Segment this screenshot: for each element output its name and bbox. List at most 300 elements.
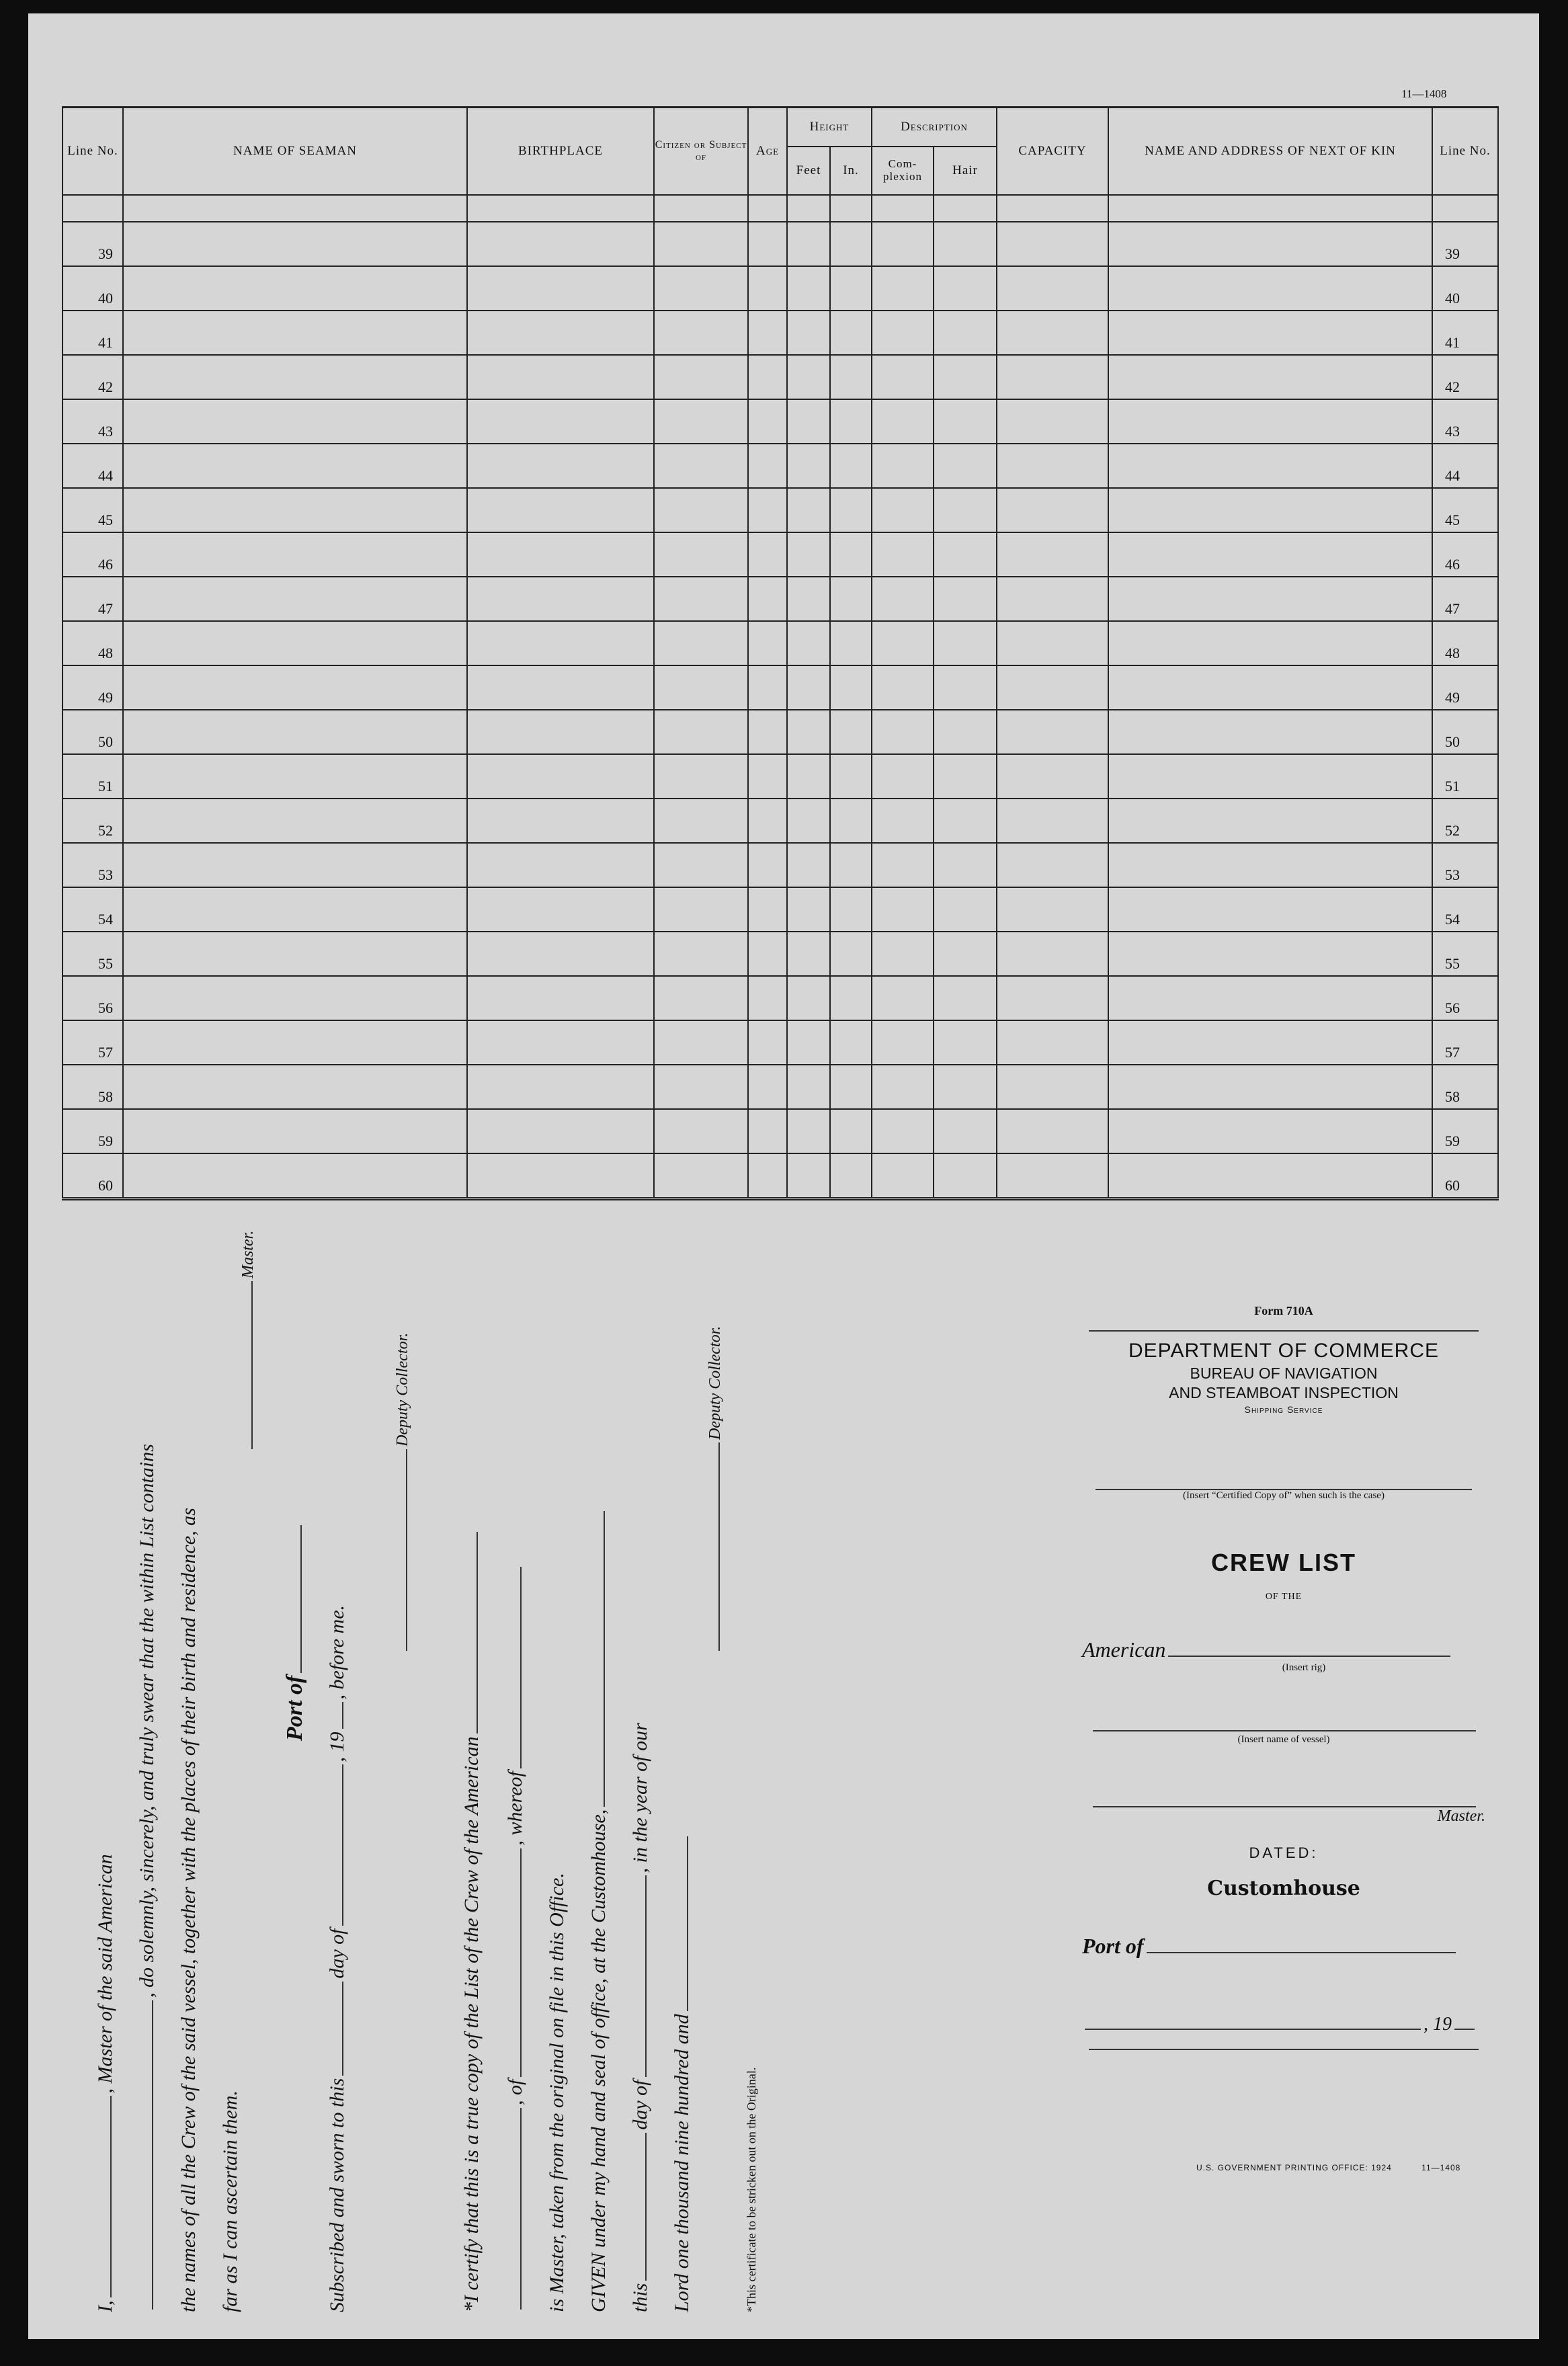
table-cell: [1108, 1153, 1432, 1199]
table-cell: [748, 444, 787, 488]
blank-line: [520, 1567, 522, 1768]
table-cell: [830, 532, 872, 577]
table-cell: [787, 311, 830, 355]
deputy-label: Deputy Collector.: [394, 1332, 411, 1446]
table-cell: [787, 799, 830, 843]
is-master-line: is Master, taken from the original on file in this Office.: [546, 1873, 568, 2312]
table-cell: [654, 488, 748, 532]
table-cell: [830, 488, 872, 532]
line-number: 43: [63, 399, 123, 444]
table-cell: [748, 710, 787, 754]
table-cell: [934, 444, 997, 488]
oath-text: this: [629, 2283, 651, 2312]
table-cell: [997, 444, 1108, 488]
certificate-footnote: *This certificate to be stricken out on the Original.: [745, 2067, 758, 2312]
table-cell: [748, 1109, 787, 1153]
oath-text: Subscribed and sworn to this: [326, 2078, 348, 2312]
table-cell: [123, 665, 467, 710]
table-cell: [1108, 222, 1432, 266]
table-cell: [997, 266, 1108, 311]
table-row: [63, 754, 1498, 799]
table-cell: [748, 1020, 787, 1065]
table-cell: [872, 488, 934, 532]
header-birthplace: BIRTHPLACE: [467, 108, 654, 196]
table-cell: [934, 355, 997, 399]
table-cell: [787, 710, 830, 754]
table-row: [63, 577, 1498, 621]
table-cell: [872, 887, 934, 932]
table-cell: [997, 665, 1108, 710]
port-of-line: [1082, 1934, 1485, 1959]
line-number: 57: [63, 1020, 123, 1065]
table-cell: [872, 355, 934, 399]
table-cell: [997, 311, 1108, 355]
table-cell: [1108, 488, 1432, 532]
line-number: 60: [63, 1153, 123, 1199]
of-whereof-line: [504, 1564, 527, 2312]
table-row: [63, 488, 1498, 532]
table-cell: [1108, 621, 1432, 665]
table-cell: [654, 444, 748, 488]
table-row: [63, 710, 1498, 754]
table-cell: [934, 1065, 997, 1109]
oath-text: , before me.: [326, 1604, 348, 1700]
vessel-name-line: [1093, 1730, 1476, 1731]
table-row: [63, 799, 1498, 843]
american-label: American: [1082, 1637, 1166, 1662]
oath-text: *I certify that this is a true copy of the List of the Crew of the American: [460, 1736, 483, 2312]
table-cell: [872, 311, 934, 355]
table-cell: [787, 1109, 830, 1153]
table-cell: [787, 532, 830, 577]
table-cell: [123, 799, 467, 843]
master-signature: [235, 1231, 258, 1452]
table-cell: [997, 887, 1108, 932]
table-cell: [1108, 976, 1432, 1020]
table-cell: [830, 577, 872, 621]
line-number: 45: [63, 488, 123, 532]
line-number-right: 59: [1432, 1109, 1498, 1153]
table-cell: [748, 665, 787, 710]
table-cell: [934, 222, 997, 266]
table-cell: [830, 754, 872, 799]
table-cell: [787, 266, 830, 311]
certify-line: [460, 1529, 483, 2312]
table-cell: [123, 577, 467, 621]
oath-text: Lord one thousand nine hundred and: [671, 2014, 693, 2312]
table-cell: [934, 754, 997, 799]
oath-text: I,: [94, 2300, 116, 2312]
line-number-right: 45: [1432, 488, 1498, 532]
master-label: Master.: [1437, 1807, 1485, 1825]
table-cell: [872, 1065, 934, 1109]
oath-text: , do solemnly, sincerely, and truly swear that the within List contains: [136, 1444, 158, 1998]
table-cell: [467, 710, 654, 754]
table-cell: [467, 266, 654, 311]
line-number-right: 47: [1432, 577, 1498, 621]
table-cell: [1108, 577, 1432, 621]
table-cell: [1108, 1020, 1432, 1065]
blank-line: [1454, 2029, 1475, 2030]
table-cell: [787, 488, 830, 532]
table-cell: [654, 887, 748, 932]
table-cell: [787, 1065, 830, 1109]
table-cell: [872, 799, 934, 843]
line-number-right: 60: [1432, 1153, 1498, 1199]
table-row: [63, 887, 1498, 932]
oath-line-2: [136, 1444, 159, 2312]
blank-line: [477, 1532, 478, 1733]
table-cell: [654, 665, 748, 710]
table-cell: [748, 399, 787, 444]
table-cell: [997, 577, 1108, 621]
line-number-right: 56: [1432, 976, 1498, 1020]
table-cell: [997, 932, 1108, 976]
table-cell: [830, 932, 872, 976]
subscribed-line: [326, 1605, 349, 2312]
blank-line: [1168, 1656, 1450, 1657]
table-cell: [997, 355, 1108, 399]
line-number: 56: [63, 976, 123, 1020]
table-cell: [934, 488, 997, 532]
table-cell: [872, 932, 934, 976]
table-cell: [123, 710, 467, 754]
table-cell: [654, 1065, 748, 1109]
oath-text: day of: [629, 2080, 651, 2130]
line-number-right: 41: [1432, 311, 1498, 355]
line-number-right: 44: [1432, 444, 1498, 488]
table-cell: [748, 976, 787, 1020]
table-cell: [830, 355, 872, 399]
oath-text: , Master of the said American: [94, 1854, 116, 2094]
table-cell: [748, 799, 787, 843]
table-cell: [934, 621, 997, 665]
table-cell: [748, 577, 787, 621]
department-title: DEPARTMENT OF COMMERCE: [1128, 1340, 1440, 1362]
table-cell: [830, 665, 872, 710]
blank-line: [645, 2133, 647, 2281]
table-cell: [787, 577, 830, 621]
line-number: 40: [63, 266, 123, 311]
blank-line: [251, 1281, 253, 1449]
line-number-right: 55: [1432, 932, 1498, 976]
table-cell: [934, 266, 997, 311]
table-cell: [123, 266, 467, 311]
table-cell: [997, 799, 1108, 843]
header-inches: In.: [830, 147, 872, 195]
line-number-right: 40: [1432, 266, 1498, 311]
table-cell: [830, 710, 872, 754]
table-cell: [654, 799, 748, 843]
table-cell: [787, 621, 830, 665]
table-cell: [654, 577, 748, 621]
table-cell: [997, 621, 1108, 665]
table-cell: [934, 577, 997, 621]
header-citizen: Citizen or Subject of: [654, 108, 748, 196]
table-cell: [1108, 710, 1432, 754]
table-cell: [830, 266, 872, 311]
header-age: Age: [748, 108, 787, 196]
table-cell: [830, 1020, 872, 1065]
line-number: 41: [63, 311, 123, 355]
table-cell: [467, 843, 654, 887]
table-cell: [467, 355, 654, 399]
line-number: 55: [63, 932, 123, 976]
line-number: 53: [63, 843, 123, 887]
table-cell: [787, 932, 830, 976]
table-cell: [787, 754, 830, 799]
table-cell: [654, 976, 748, 1020]
given-line: [587, 1508, 610, 2312]
table-cell: [872, 1020, 934, 1065]
table-cell: [748, 1065, 787, 1109]
table-cell: [467, 976, 654, 1020]
header-complexion: Com-plexion: [872, 147, 934, 195]
table-cell: [830, 843, 872, 887]
port-of-label: Port of: [282, 1675, 307, 1741]
table-cell: [748, 266, 787, 311]
table-row: [63, 843, 1498, 887]
table-cell: [997, 754, 1108, 799]
blank-line: [604, 1511, 605, 1807]
blank-line: [342, 1702, 343, 1729]
header-feet: Feet: [787, 147, 830, 195]
date-year-line: [1082, 2014, 1485, 2035]
table-cell: [1108, 532, 1432, 577]
blank-line: [300, 1525, 302, 1673]
table-cell: [654, 355, 748, 399]
line-number-right: 54: [1432, 887, 1498, 932]
line-number: 46: [63, 532, 123, 577]
oath-line-4: far as I can ascertain them.: [219, 2090, 241, 2312]
table-cell: [748, 754, 787, 799]
table-row: [63, 399, 1498, 444]
table-cell: [872, 222, 934, 266]
table-cell: [830, 1065, 872, 1109]
header-line-no-right: Line No.: [1432, 108, 1498, 196]
table-cell: [123, 932, 467, 976]
line-number: 59: [63, 1109, 123, 1153]
dated-label: DATED:: [1249, 1844, 1319, 1861]
table-cell: [467, 754, 654, 799]
table-cell: [123, 488, 467, 532]
gpo-text: U.S. GOVERNMENT PRINTING OFFICE: 1924: [1196, 2163, 1392, 2172]
line-number-right: 52: [1432, 799, 1498, 843]
oath-text: GIVEN under my hand and seal of office, at the Customhouse,: [587, 1809, 610, 2312]
table-cell: [1108, 1065, 1432, 1109]
table-cell: [872, 399, 934, 444]
table-cell: [787, 1020, 830, 1065]
crew-table-body: [63, 195, 1498, 1199]
table-cell: [787, 355, 830, 399]
table-cell: [934, 532, 997, 577]
crew-list-title: CREW LIST: [1211, 1548, 1356, 1576]
table-cell: [467, 1020, 654, 1065]
table-row: [63, 195, 1498, 222]
table-cell: [872, 266, 934, 311]
table-cell: [467, 311, 654, 355]
blank-line: [152, 2000, 153, 2310]
insert-vessel-name: (Insert name of vessel): [1237, 1733, 1330, 1745]
table-cell: [787, 843, 830, 887]
table-cell: [872, 621, 934, 665]
table-cell: [934, 1109, 997, 1153]
table-cell: [123, 1065, 467, 1109]
table-cell: [654, 532, 748, 577]
table-cell: [830, 1109, 872, 1153]
table-cell: [934, 932, 997, 976]
table-cell: [467, 621, 654, 665]
table-cell: [748, 355, 787, 399]
blank-line: [406, 1449, 407, 1651]
line-number: 42: [63, 355, 123, 399]
line-number: 58: [63, 1065, 123, 1109]
table-cell: [787, 976, 830, 1020]
table-cell: [748, 311, 787, 355]
table-cell: [934, 1020, 997, 1065]
oath-text: , in the year of our: [629, 1723, 651, 1873]
table-cell: [997, 1020, 1108, 1065]
header-capacity: CAPACITY: [997, 108, 1108, 196]
line-number: 39: [63, 222, 123, 266]
table-cell: [654, 932, 748, 976]
table-cell: [830, 621, 872, 665]
table-row: [63, 932, 1498, 976]
header-height: Height: [787, 108, 872, 147]
table-cell: [787, 665, 830, 710]
gpo-imprint: [1196, 2163, 1460, 2172]
table-cell: [872, 754, 934, 799]
table-row: [63, 355, 1498, 399]
deputy-label: Deputy Collector.: [706, 1325, 724, 1440]
table-cell: [934, 887, 997, 932]
form-710a: Form 710A: [1254, 1304, 1313, 1317]
table-cell: [123, 532, 467, 577]
table-cell: [997, 222, 1108, 266]
table-cell: [748, 887, 787, 932]
oath-text: day of: [326, 1928, 348, 1979]
table-cell: [654, 222, 748, 266]
table-cell: [467, 532, 654, 577]
blank-line: [687, 1836, 688, 2011]
table-cell: [748, 621, 787, 665]
year-label: , 19: [1423, 2013, 1452, 2035]
table-row: [63, 532, 1498, 577]
table-cell: [467, 577, 654, 621]
table-cell: [654, 1020, 748, 1065]
table-cell: [748, 932, 787, 976]
table-cell: [123, 887, 467, 932]
table-cell: [123, 976, 467, 1020]
bureau-line-2: AND STEAMBOAT INSPECTION: [1169, 1384, 1399, 1402]
table-cell: [1108, 399, 1432, 444]
insert-rig: (Insert rig): [1282, 1662, 1326, 1673]
oath-line-1: [94, 1854, 117, 2312]
table-cell: [748, 488, 787, 532]
line-number-right: 46: [1432, 532, 1498, 577]
table-cell: [748, 222, 787, 266]
table-cell: [830, 799, 872, 843]
table-row: [63, 444, 1498, 488]
table-cell: [748, 843, 787, 887]
oath-text: , 19: [326, 1731, 348, 1762]
table-cell: [654, 754, 748, 799]
table-cell: [467, 488, 654, 532]
of-the: OF THE: [1265, 1591, 1303, 1602]
table-cell: [830, 444, 872, 488]
bureau-line-1: BUREAU OF NAVIGATION: [1190, 1364, 1378, 1382]
table-cell: [748, 532, 787, 577]
table-cell: [1108, 311, 1432, 355]
table-cell: [997, 1153, 1108, 1199]
line-number-right: 53: [1432, 843, 1498, 887]
table-cell: [872, 532, 934, 577]
table-cell: [997, 399, 1108, 444]
gpo-form-number: 11—1408: [1421, 2163, 1461, 2172]
table-cell: [467, 932, 654, 976]
blank-line: [645, 1875, 647, 2077]
table-cell: [787, 222, 830, 266]
line-number-right: 42: [1432, 355, 1498, 399]
port-of-label: Port of: [1082, 1933, 1144, 1958]
line-number-right: 51: [1432, 754, 1498, 799]
table-cell: [1108, 355, 1432, 399]
blank-line: [110, 2096, 112, 2298]
line-number-right: 50: [1432, 710, 1498, 754]
header-line-no: Line No.: [63, 108, 123, 196]
table-cell: [934, 976, 997, 1020]
table-cell: [830, 976, 872, 1020]
table-cell: [467, 444, 654, 488]
header-name: NAME OF SEAMAN: [123, 108, 467, 196]
table-cell: [654, 621, 748, 665]
port-of-1: [282, 1522, 308, 1741]
table-cell: [872, 444, 934, 488]
table-cell: [997, 1065, 1108, 1109]
table-cell: [467, 222, 654, 266]
table-cell: [997, 1109, 1108, 1153]
table-cell: [467, 887, 654, 932]
shipping-service: Shipping Service: [1244, 1403, 1323, 1415]
table-cell: [830, 399, 872, 444]
blank-line: [520, 1848, 522, 2077]
table-cell: [872, 665, 934, 710]
deputy-collector-1: [390, 1333, 413, 1654]
line-number: 50: [63, 710, 123, 754]
table-cell: [123, 355, 467, 399]
table-cell: [123, 444, 467, 488]
table-cell: [1108, 754, 1432, 799]
table-cell: [997, 488, 1108, 532]
blank-line: [520, 2108, 522, 2310]
header-next-of-kin: NAME AND ADDRESS OF NEXT OF KIN: [1108, 108, 1432, 196]
table-row: [63, 1020, 1498, 1065]
table-cell: [934, 311, 997, 355]
blank-line: [718, 1442, 720, 1651]
table-cell: [654, 266, 748, 311]
table-cell: [654, 710, 748, 754]
line-number: 44: [63, 444, 123, 488]
table-cell: [467, 399, 654, 444]
table-row: [63, 665, 1498, 710]
blank-line: [1147, 1952, 1456, 1953]
line-number-right: 39: [1432, 222, 1498, 266]
table-cell: [872, 843, 934, 887]
line-number-right: 57: [1432, 1020, 1498, 1065]
table-cell: [123, 1109, 467, 1153]
line-number: 48: [63, 621, 123, 665]
table-cell: [934, 399, 997, 444]
